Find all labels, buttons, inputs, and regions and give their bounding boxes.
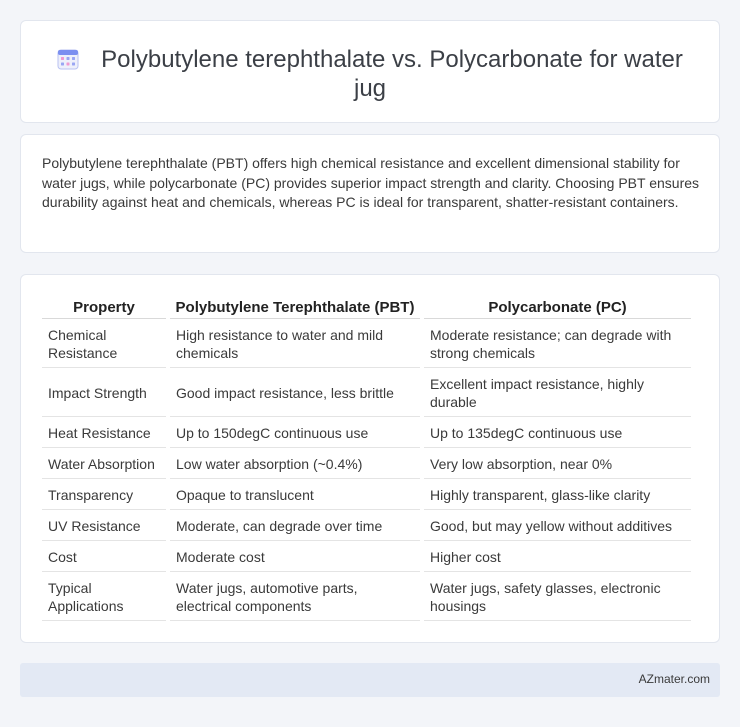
page-title-row [21, 45, 719, 103]
property-cell: Heat Resistance [42, 419, 166, 448]
property-cell: Typical Applications [42, 574, 166, 621]
intro-paragraph: Polybutylene terephthalate (PBT) offers high chemical resistance and excellent dimensional stability for water jugs, while polycarbonate (PC) provides superior impact strength and clarity. Choosing PBT ensures durability against heat and chemicals, whereas PC is ideal for transparent, shatter-resistant containers. [42, 155, 700, 210]
pbt-cell: Up to 150degC continuous use [170, 419, 420, 448]
comparison-table [38, 295, 695, 623]
table-row [42, 321, 691, 368]
property-cell: Chemical Resistance [42, 321, 166, 368]
footer-brand-link[interactable]: AZmater.com [638, 672, 710, 686]
pbt-cell: High resistance to water and mild chemicals [170, 321, 420, 368]
page-title: Polybutylene terephthalate vs. Polycarbonate for water jug [101, 46, 683, 102]
table-row [42, 450, 691, 479]
title-card [20, 20, 720, 123]
pc-cell: Highly transparent, glass-like clarity [424, 481, 691, 510]
property-cell: Cost [42, 543, 166, 572]
comparison-card [20, 274, 720, 643]
table-row [42, 512, 691, 541]
column-header-property: Property [42, 297, 166, 319]
property-cell: UV Resistance [42, 512, 166, 541]
pbt-cell: Good impact resistance, less brittle [170, 370, 420, 417]
pbt-cell: Moderate, can degrade over time [170, 512, 420, 541]
table-row [42, 370, 691, 417]
table-header-row [42, 297, 691, 319]
pbt-cell: Water jugs, automotive parts, electrical components [170, 574, 420, 621]
property-cell: Water Absorption [42, 450, 166, 479]
property-cell: Impact Strength [42, 370, 166, 417]
pc-cell: Higher cost [424, 543, 691, 572]
pc-cell: Good, but may yellow without additives [424, 512, 691, 541]
pc-cell: Up to 135degC continuous use [424, 419, 691, 448]
pbt-cell: Moderate cost [170, 543, 420, 572]
table-row [42, 419, 691, 448]
pc-cell: Moderate resistance; can degrade with strong chemicals [424, 321, 691, 368]
table-row [42, 574, 691, 621]
column-header-pbt: Polybutylene Terephthalate (PBT) [170, 297, 420, 319]
intro-card [20, 134, 720, 253]
column-header-pc: Polycarbonate (PC) [424, 297, 691, 319]
property-cell: Transparency [42, 481, 166, 510]
pbt-cell: Low water absorption (~0.4%) [170, 450, 420, 479]
pc-cell: Excellent impact resistance, highly durable [424, 370, 691, 417]
table-row [42, 481, 691, 510]
pbt-cell: Opaque to translucent [170, 481, 420, 510]
pc-cell: Water jugs, safety glasses, electronic housings [424, 574, 691, 621]
pc-cell: Very low absorption, near 0% [424, 450, 691, 479]
footer-bar [20, 663, 720, 697]
table-row [42, 543, 691, 572]
calendar-grid-icon [57, 48, 79, 70]
